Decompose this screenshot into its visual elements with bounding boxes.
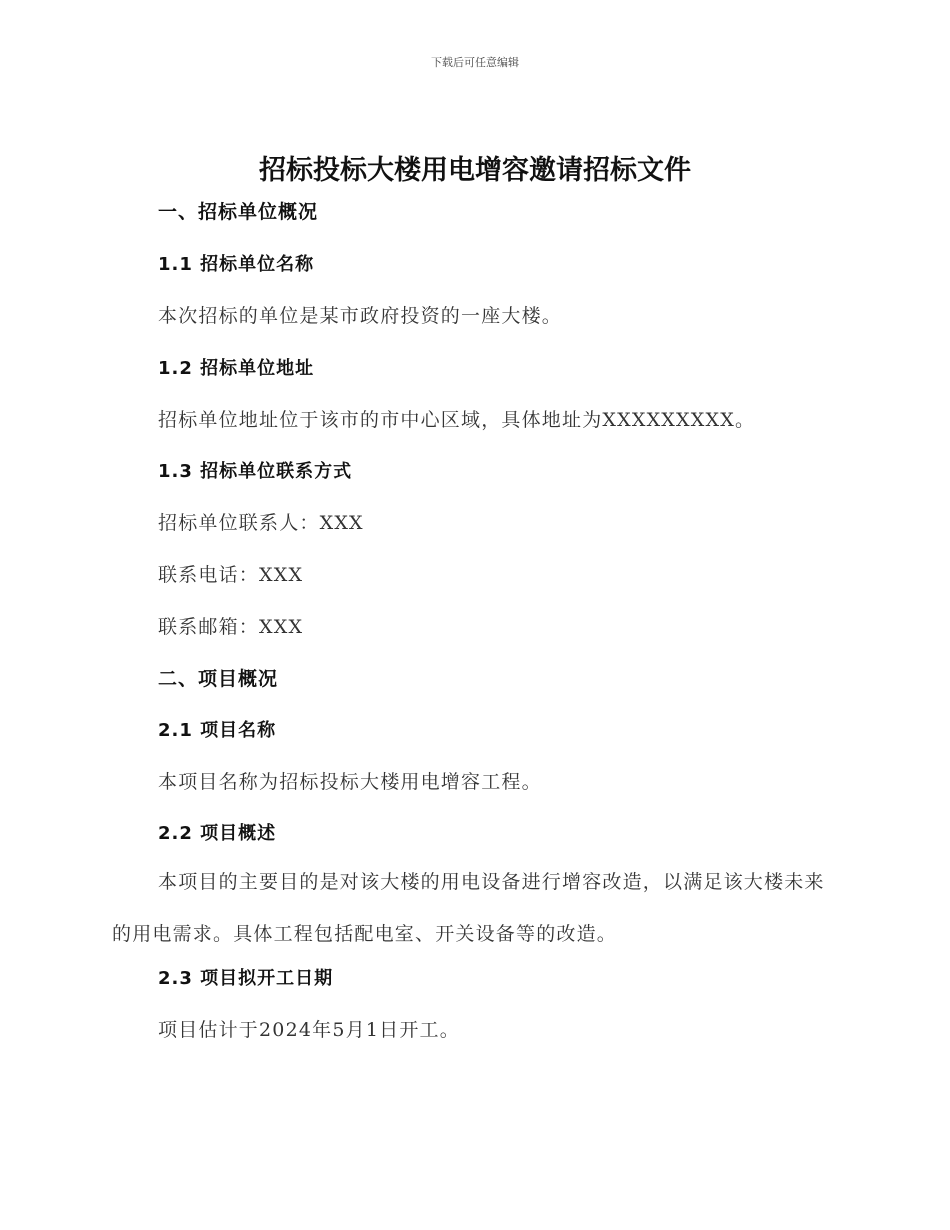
subsection-heading-1-2: 1.2 招标单位地址 xyxy=(158,358,315,379)
subsection-heading-1-1: 1.1 招标单位名称 xyxy=(158,254,315,275)
paragraph-1-2: 招标单位地址位于该市的市中心区域，具体地址为XXXXXXXXX。 xyxy=(158,409,756,431)
paragraph-1-1: 本次招标的单位是某市政府投资的一座大楼。 xyxy=(158,305,563,327)
paragraph-2-3: 项目估计于2024年5月1日开工。 xyxy=(158,1019,460,1041)
subsection-heading-2-1: 2.1 项目名称 xyxy=(158,720,277,741)
contact-person: 招标单位联系人：XXX xyxy=(158,512,364,534)
document-title: 招标投标大楼用电增容邀请招标文件 xyxy=(259,155,691,186)
section-heading-2: 二、项目概况 xyxy=(158,668,279,690)
subsection-heading-1-3: 1.3 招标单位联系方式 xyxy=(158,461,353,482)
paragraph-2-2: 本项目的主要目的是对该大楼的用电设备进行增容改造，以满足该大楼未来的用电需求。具体工程包括配电室、开关设备等的改造。 xyxy=(112,871,825,945)
subsection-heading-2-2: 2.2 项目概述 xyxy=(158,823,277,844)
subsection-heading-2-3: 2.3 项目拟开工日期 xyxy=(158,968,334,989)
paragraph-2-1: 本项目名称为招标投标大楼用电增容工程。 xyxy=(158,771,542,793)
contact-email: 联系邮箱：XXX xyxy=(158,616,304,638)
page-header: 下载后可任意编辑 xyxy=(431,56,519,69)
contact-phone: 联系电话：XXX xyxy=(158,564,304,586)
section-heading-1: 一、招标单位概况 xyxy=(158,201,319,223)
